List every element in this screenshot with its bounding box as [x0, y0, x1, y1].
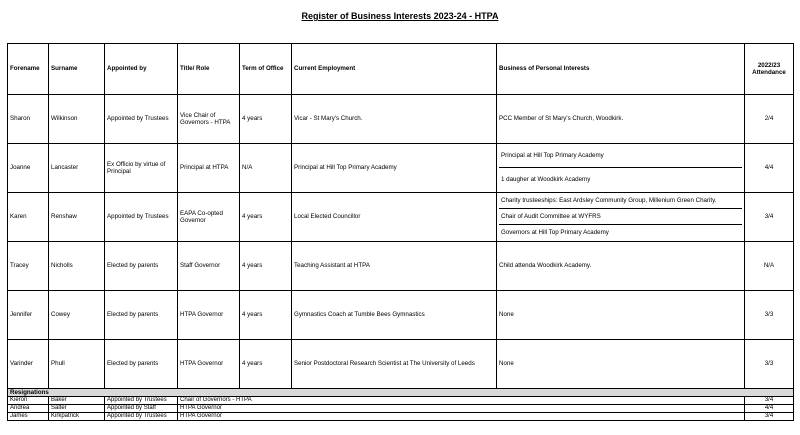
role-cell: Chair of Governors - HTPA	[178, 397, 745, 405]
role-cell: HTPA Governor	[178, 413, 745, 421]
term-cell: 4 years	[240, 193, 292, 242]
appointed-cell: Appointed by Trustees	[105, 193, 178, 242]
header-role: Title/ Role	[178, 44, 240, 95]
employment-cell: Senior Postdoctoral Research Scientist at The University of Leeds	[292, 340, 497, 389]
interests-cell: PCC Member of St Mary's Church, Woodkirk.	[497, 95, 745, 144]
role-cell: EAPA Co-opted Governor	[178, 193, 240, 242]
attendance-cell: 3/3	[745, 340, 794, 389]
role-cell: HTPA Governor	[178, 291, 240, 340]
term-cell: 4 years	[240, 340, 292, 389]
forename-cell: Karen	[8, 193, 49, 242]
surname-cell: Nicholls	[49, 242, 105, 291]
table-row	[8, 340, 794, 389]
employment-cell: Principal at Hill Top Primary Academy	[292, 144, 497, 193]
appointed-cell: Appointed by Trustees	[105, 95, 178, 144]
forename-cell: Kieron	[8, 397, 49, 405]
term-cell: 4 years	[240, 95, 292, 144]
attendance-cell: 3/4	[745, 397, 794, 405]
header-surname: Surname	[49, 44, 105, 95]
surname-cell: Salter	[49, 405, 105, 413]
table-row	[8, 95, 794, 144]
header-forename: Forename	[8, 44, 49, 95]
header-attendance-label: Attendance	[752, 69, 786, 76]
surname-cell: Cowey	[49, 291, 105, 340]
page-title: Register of Business Interests 2023-24 - HTPA	[301, 11, 499, 21]
attendance-cell: N/A	[745, 242, 794, 291]
interests-cell: Child attenda Woodkirk Academy.	[497, 242, 745, 291]
surname-cell: Lancaster	[49, 144, 105, 193]
interests-cell	[497, 144, 745, 193]
table-row	[8, 193, 794, 242]
resignations-header-row	[8, 389, 794, 397]
role-cell: Staff Governor	[178, 242, 240, 291]
forename-cell: Joanne	[8, 144, 49, 193]
term-cell: 4 years	[240, 242, 292, 291]
appointed-cell: Appointed by Staff	[105, 405, 178, 413]
table-row	[8, 291, 794, 340]
appointed-cell: Elected by parents	[105, 291, 178, 340]
resignations-label: Resignations	[8, 389, 794, 397]
attendance-cell: 3/4	[745, 413, 794, 421]
employment-cell: Teaching Assistant at HTPA	[292, 242, 497, 291]
interest-item: Principal at Hill Top Primary Academy	[499, 144, 742, 168]
interest-item: Charity trusteeships: East Ardsley Community Group, Millenium Green Charity.	[499, 193, 742, 209]
forename-cell: Varinder	[8, 340, 49, 389]
interest-item: 1 daugher at Woodkirk Academy	[501, 176, 591, 184]
resignation-row	[8, 397, 794, 405]
header-row	[8, 44, 794, 95]
resignation-row	[8, 413, 794, 421]
role-cell: Principal at HTPA	[178, 144, 240, 193]
forename-cell: Andrea	[8, 405, 49, 413]
appointed-cell: Ex Officio by virtue of Principal	[105, 144, 178, 193]
role-cell: HTPA Governor	[178, 405, 745, 413]
employment-cell: Local Elected Councillor	[292, 193, 497, 242]
appointed-cell: Appointed by Trustees	[105, 413, 178, 421]
surname-cell: Baker	[49, 397, 105, 405]
attendance-cell: 4/4	[745, 144, 794, 193]
appointed-cell: Elected by parents	[105, 242, 178, 291]
appointed-cell: Appointed by Trustees	[105, 397, 178, 405]
surname-cell: Kirkpatrick	[49, 413, 105, 421]
forename-cell: Jennifer	[8, 291, 49, 340]
term-cell: 4 years	[240, 291, 292, 340]
forename-cell: Sharon	[8, 95, 49, 144]
surname-cell: Phull	[49, 340, 105, 389]
interests-cell: None	[497, 291, 745, 340]
resignation-row	[8, 405, 794, 413]
interest-item: Chair of Audit Committee at WYFRS	[499, 209, 742, 225]
table-row	[8, 144, 794, 193]
role-cell: HTPA Governor	[178, 340, 240, 389]
attendance-cell: 2/4	[745, 95, 794, 144]
term-cell: N/A	[240, 144, 292, 193]
forename-cell: Tracey	[8, 242, 49, 291]
header-attendance	[745, 44, 794, 95]
header-attendance-year: 2022/23	[757, 61, 781, 69]
header-interests: Business of Personal Interests	[497, 44, 745, 95]
attendance-cell: 3/4	[745, 193, 794, 242]
employment-cell: Vicar - St Mary's Church.	[292, 95, 497, 144]
interest-item: Governors at Hill Top Primary Academy	[501, 229, 609, 237]
attendance-cell: 3/3	[745, 291, 794, 340]
employment-cell: Gymnastics Coach at Tumble Bees Gymnastics	[292, 291, 497, 340]
appointed-cell: Elected by parents	[105, 340, 178, 389]
surname-cell: Renshaw	[49, 193, 105, 242]
interests-cell: None	[497, 340, 745, 389]
forename-cell: James	[8, 413, 49, 421]
header-appointed: Appointed by	[105, 44, 178, 95]
table-row	[8, 242, 794, 291]
header-employment: Current Employment	[292, 44, 497, 95]
attendance-cell: 4/4	[745, 405, 794, 413]
header-term: Term of Office	[240, 44, 292, 95]
surname-cell: Wilkinson	[49, 95, 105, 144]
role-cell: Vice Chair of Governors - HTPA	[178, 95, 240, 144]
interests-cell	[497, 193, 745, 242]
register-table	[7, 43, 794, 421]
